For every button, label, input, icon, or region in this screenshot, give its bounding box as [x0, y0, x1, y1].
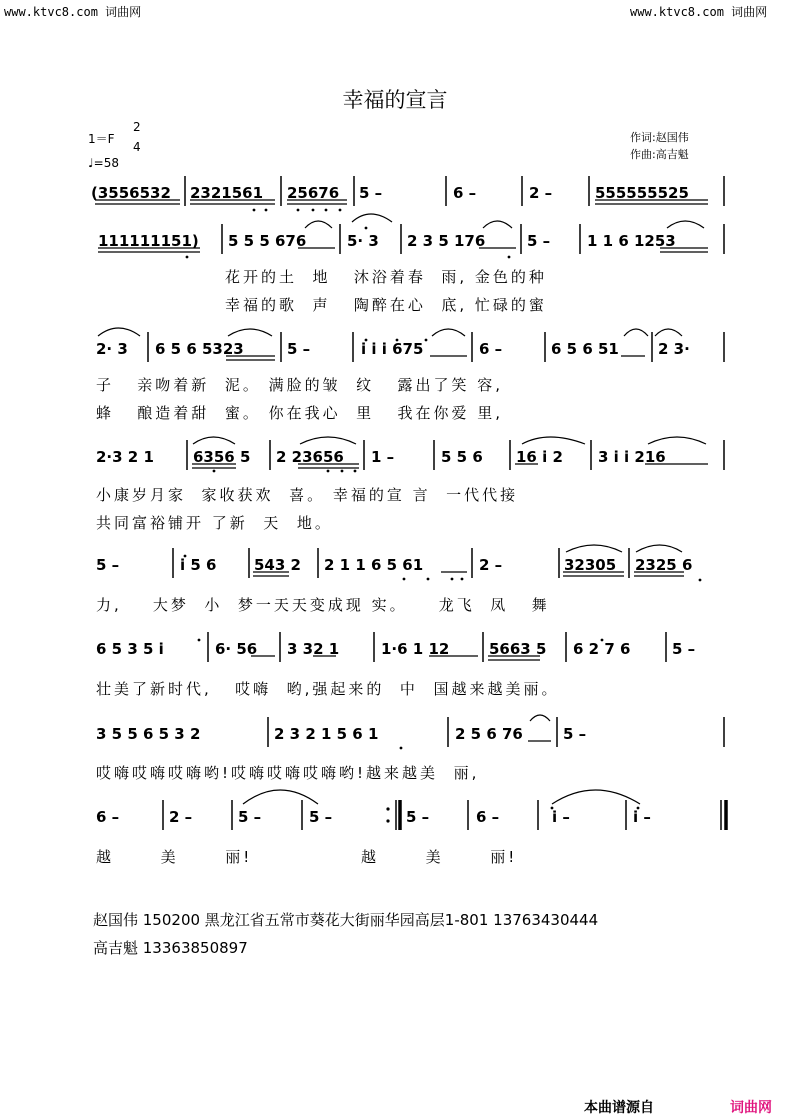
score-measure: 543 2	[254, 556, 301, 574]
score-measure: 5 5 6	[441, 448, 483, 466]
score-measure: 6 2 7 6	[573, 640, 631, 658]
lyric-line: 蜂 酿造着甜 蜜。 你在我心 里 我在你爱 里,	[96, 404, 503, 422]
score-measure: 555555525	[595, 184, 689, 202]
score-measure: 2 3 5 176	[407, 232, 486, 250]
score-measure: 5 –	[527, 232, 551, 250]
score-measure: 6 –	[479, 340, 503, 358]
score-measure: 6 –	[476, 808, 500, 826]
score-measure: 3 32 1	[287, 640, 340, 658]
score-measure: 5 –	[287, 340, 311, 358]
lyric-line: 幸福的歌 声 陶醉在心 底, 忙碌的蜜	[225, 296, 547, 314]
score-measure: 1 –	[371, 448, 395, 466]
lyric-line: 子 亲吻着新 泥。 满脸的皱 纹 露出了笑 容,	[96, 376, 503, 394]
score-measure: 5 –	[359, 184, 383, 202]
score-measure: i 5 6	[180, 556, 217, 574]
score-measure: 5 –	[406, 808, 430, 826]
score-measure: 111111151)	[98, 232, 199, 250]
score-measure: 2 23656	[276, 448, 344, 466]
score-measure: 2 3·	[658, 340, 690, 358]
score-measure: 5 –	[96, 556, 120, 574]
score-measure: 2 –	[529, 184, 553, 202]
score-measure: 6 –	[96, 808, 120, 826]
score-measure: 5663 5	[489, 640, 547, 658]
score-measure: 6 –	[453, 184, 477, 202]
lyric-line: 壮美了新时代, 哎嗨 哟,强起来的 中 国越来越美丽。	[96, 680, 560, 698]
score-measure: 5 –	[309, 808, 333, 826]
composer-credit: 作曲:高吉魁	[630, 148, 689, 161]
score-measure: 3 i i 216	[598, 448, 666, 466]
lyric-line: 花开的土 地 沐浴着春 雨, 金色的种	[225, 268, 547, 286]
score-measure: 6 5 3 5 i	[96, 640, 164, 658]
watermark-left: www.ktvc8.com 词曲网	[4, 5, 142, 19]
score-measure: 2 1 1 6 5 61	[324, 556, 424, 574]
score-measure: 2325 6	[635, 556, 693, 574]
time-signature-bottom: 4	[133, 140, 141, 154]
score-measure: 6 5 6 5323	[155, 340, 244, 358]
score-measure: 5 –	[563, 725, 587, 743]
contact-line: 高吉魁 13363850897	[93, 939, 248, 957]
score-measure: 5· 3	[347, 232, 379, 250]
score-measure: 1·6 1 12	[381, 640, 450, 658]
score-measure: 5 –	[238, 808, 262, 826]
source-label: 本曲谱源自	[584, 1100, 654, 1116]
lyric-line: 越 美 丽! 越 美 丽!	[96, 848, 518, 866]
watermark-right: www.ktvc8.com 词曲网	[630, 5, 768, 19]
score-measure: i –	[552, 808, 570, 826]
score-measure: 2 5 6 76	[455, 725, 523, 743]
lyricist-credit: 作词:赵国伟	[630, 131, 689, 144]
score-measure: 6356 5	[193, 448, 251, 466]
time-signature-top: 2	[133, 120, 141, 134]
contact-line: 赵国伟 150200 黑龙江省五常市葵花大街丽华园高层1-801 13763430444	[93, 911, 599, 929]
score-measure: 5 –	[672, 640, 696, 658]
tempo-marking: ♩=58	[88, 156, 119, 170]
lyric-line: 共同富裕铺开 了新 天 地。	[96, 514, 333, 532]
score-measure: 2·3 2 1	[96, 448, 154, 466]
score-measure: 2 –	[479, 556, 503, 574]
quarter-note-icon: ♩	[88, 156, 94, 170]
score-measure: 2 –	[169, 808, 193, 826]
key-signature: 1＝F	[88, 132, 115, 146]
score-measure: 6· 56	[215, 640, 258, 658]
score-measure: i i i 675	[361, 340, 424, 358]
score-measure: 6 5 6 51	[551, 340, 619, 358]
lyric-line: 力, 大梦 小 梦一天天变成现 实。 龙飞 凤 舞	[96, 596, 550, 614]
score-measure: 1 1 6 1253	[587, 232, 676, 250]
lyric-line: 哎嗨哎嗨哎嗨哟!哎嗨哎嗨哎嗨哟!越来越美 丽,	[96, 764, 480, 782]
score-measure: 2 3 2 1 5 6 1	[274, 725, 379, 743]
score-measure: i –	[633, 808, 651, 826]
score-measure: (3556532	[91, 184, 171, 202]
score-measure: 32305	[564, 556, 617, 574]
score-measure: 16 i 2	[516, 448, 563, 466]
score-measure: 25676	[287, 184, 340, 202]
score-measure: 2321561	[190, 184, 264, 202]
site-link[interactable]: 词曲网	[730, 1100, 772, 1116]
score-measure: 2· 3	[96, 340, 128, 358]
score-measure: 3 5 5 6 5 3 2	[96, 725, 201, 743]
lyric-line: 小康岁月家 家收获欢 喜。 幸福的宣 言 一代代接	[96, 486, 519, 504]
song-title: 幸福的宣言	[342, 88, 448, 112]
score-measure: 5 5 5 676	[228, 232, 307, 250]
